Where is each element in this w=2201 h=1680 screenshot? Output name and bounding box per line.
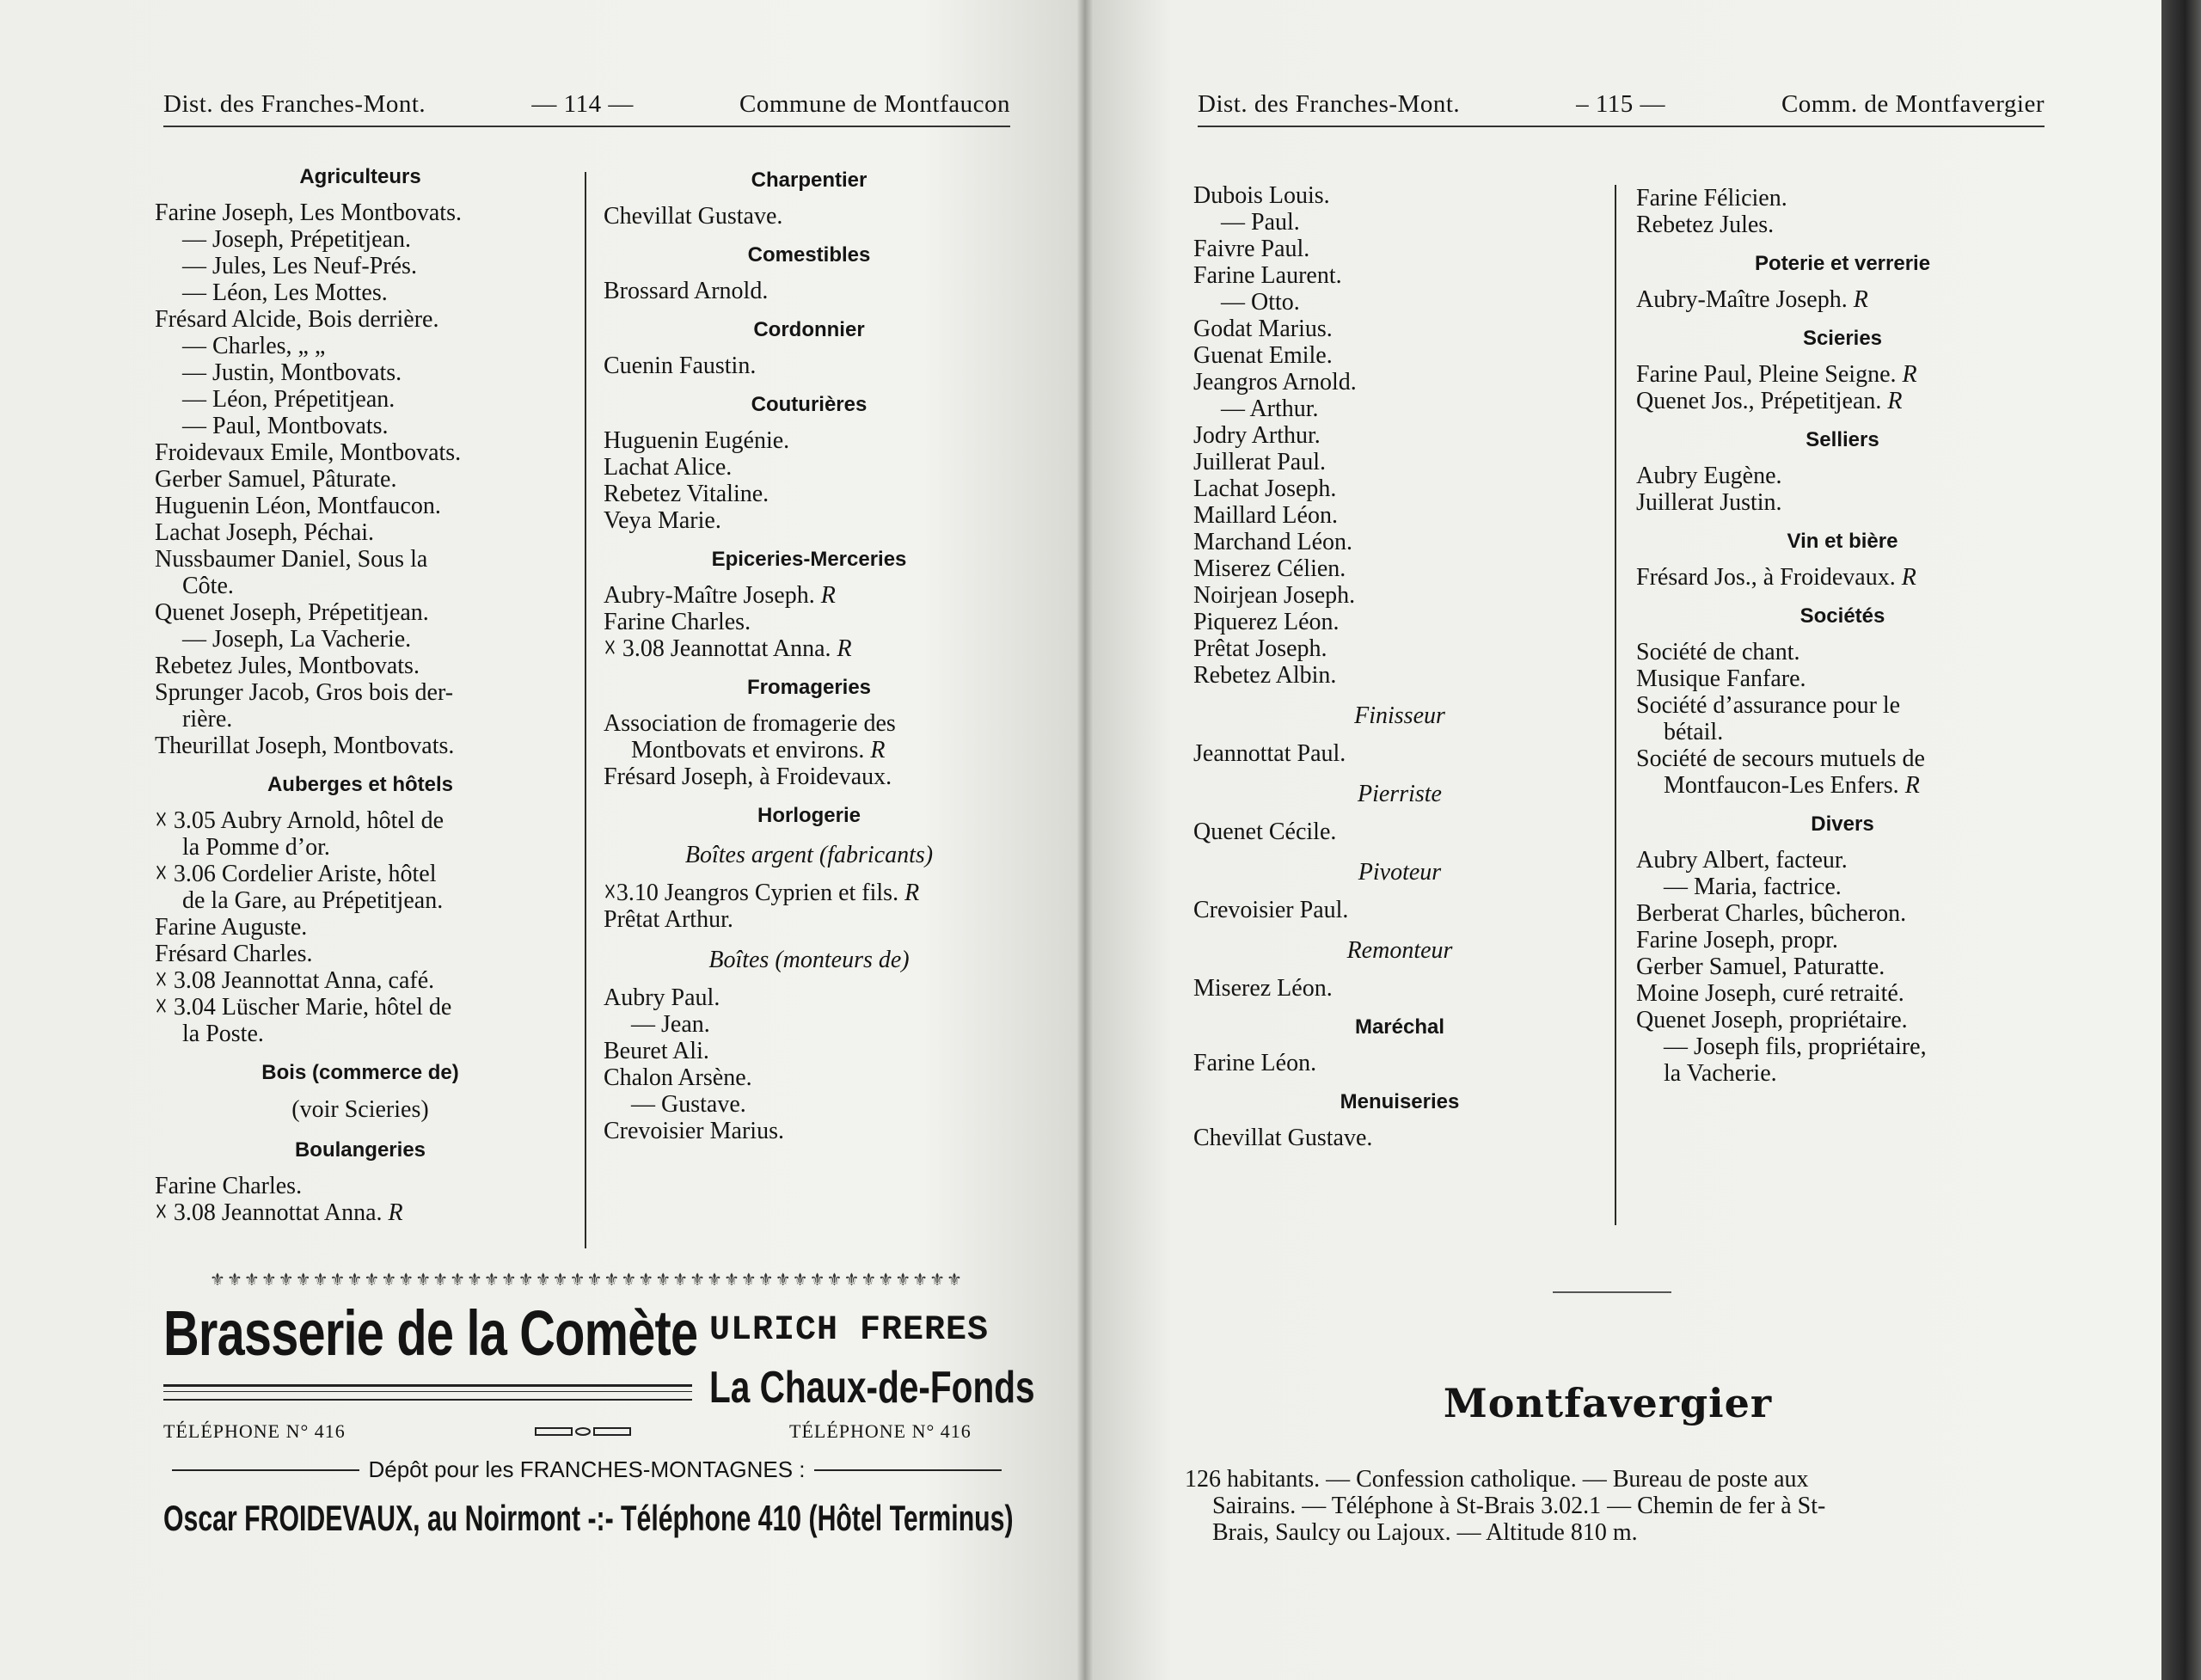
entry-text: Dubois Louis.: [1193, 182, 1330, 209]
entry-text: Rebetez Jules.: [1636, 212, 1775, 238]
entry-text: Frésard Charles.: [155, 941, 313, 967]
entry-text: Quenet Joseph, propriétaire.: [1636, 1007, 1908, 1033]
entry-text: la Poste.: [182, 1021, 264, 1047]
directory-entry: [155, 861, 566, 887]
entry-text: Godat Marius.: [1193, 316, 1333, 342]
advertisement-depot-text: Dépôt pour les FRANCHES-MONTAGNES :: [368, 1456, 806, 1482]
directory-entry: [1636, 1060, 2049, 1087]
directory-entry: [1193, 395, 1606, 422]
directory-entry: [1636, 361, 2049, 388]
subsection-heading: Finisseur: [1354, 702, 1445, 729]
entry-text: rière.: [182, 706, 233, 733]
entry-text: ☓3.10 Jeangros Cyprien et fils.: [604, 880, 899, 906]
running-head-left: [163, 83, 1010, 127]
directory-entry: [1193, 236, 1606, 262]
section-heading: Menuiseries: [1340, 1090, 1460, 1113]
advertisement-rules: [163, 1384, 692, 1401]
entry-text: Jeangros Arnold.: [1193, 369, 1357, 395]
entry-text: Piquerez Léon.: [1193, 609, 1340, 635]
entry-text: Gerber Samuel, Paturatte.: [1636, 953, 1885, 980]
directory-entry: [1636, 1007, 2049, 1033]
book-gutter: [1076, 0, 1094, 1680]
directory-entry: [1636, 980, 2049, 1007]
section-heading: Epiceries-Merceries: [711, 548, 907, 571]
advertisement-telephone-left: TÉLÉPHONE N° 416: [163, 1420, 346, 1442]
entry-text: Maillard Léon.: [1193, 502, 1338, 529]
directory-entry: [1636, 874, 2049, 900]
directory-entry: [604, 1011, 1015, 1038]
directory-entry: [604, 278, 1015, 304]
directory-entry: [1193, 449, 1606, 475]
directory-entry: [1193, 819, 1606, 845]
subsection-heading: Boîtes (monteurs de): [708, 947, 910, 973]
entry-text: — Paul, Montbovats.: [182, 413, 389, 439]
section-heading: Sociétés: [1799, 604, 1885, 628]
directory-entry: [1636, 1033, 2049, 1060]
directory-entry: [155, 807, 566, 834]
directory-entry: [1636, 564, 2049, 591]
entry-text: Moine Joseph, curé retraité.: [1636, 980, 1904, 1007]
section-heading: Horlogerie: [757, 804, 861, 827]
directory-entry: [155, 493, 566, 519]
section-separator: [1553, 1291, 1671, 1293]
entry-text: de la Gare, au Prépetitjean.: [182, 887, 444, 914]
directory-entry: [155, 653, 566, 679]
directory-entry: [1636, 692, 2049, 719]
entry-text: — Justin, Montbovats.: [182, 359, 402, 386]
directory-entry: [1193, 289, 1606, 316]
right-page-column-1: [1193, 182, 1606, 1151]
entry-text: Aubry Eugène.: [1636, 463, 1782, 489]
directory-entry: [155, 626, 566, 653]
directory-entry: [155, 279, 566, 306]
directory-entry: [1193, 475, 1606, 502]
rule: [814, 1469, 1002, 1471]
running-head-district: Dist. des Franches-Mont.: [163, 89, 426, 118]
section-heading: Charpentier: [751, 169, 868, 192]
entry-text: Rebetez Vitaline.: [604, 481, 769, 507]
directory-entry: [604, 1064, 1015, 1091]
directory-entry: [1193, 609, 1606, 635]
directory-entry: [1193, 182, 1606, 209]
entry-text: Farine Félicien.: [1636, 185, 1787, 212]
section-heading: Agriculteurs: [299, 165, 421, 188]
directory-entry: [155, 914, 566, 941]
entry-text: Noirjean Joseph.: [1193, 582, 1356, 609]
entry-text: Quenet Joseph, Prépetitjean.: [155, 599, 429, 626]
book-edge: [2161, 0, 2201, 1680]
entry-text: Farine Léon.: [1193, 1050, 1317, 1076]
registered-mark: R: [1887, 388, 1903, 414]
section-heading: Vin et bière: [1787, 530, 1898, 553]
entry-text: Aubry-Maître Joseph.: [604, 582, 815, 609]
entry-text: Huguenin Léon, Montfaucon.: [155, 493, 441, 519]
directory-entry: [1193, 582, 1606, 609]
directory-entry: [155, 333, 566, 359]
directory-entry: [604, 984, 1015, 1011]
entry-text: Quenet Jos., Prépetitjean.: [1636, 388, 1882, 414]
entry-text: Chalon Arsène.: [604, 1064, 752, 1091]
directory-entry: [604, 635, 1015, 662]
section-heading: Maréchal: [1354, 1015, 1445, 1039]
directory-entry: [604, 710, 1015, 737]
section-heading: Scieries: [1802, 327, 1883, 350]
entry-text: Farine Paul, Pleine Seigne.: [1636, 361, 1897, 388]
directory-entry: [1636, 719, 2049, 745]
directory-entry: [155, 439, 566, 466]
entry-text: — Joseph, La Vacherie.: [182, 626, 412, 653]
directory-entry: [155, 253, 566, 279]
directory-entry: [1193, 555, 1606, 582]
entry-text: Crevoisier Marius.: [604, 1118, 784, 1144]
directory-entry: [155, 733, 566, 759]
directory-entry: [1193, 529, 1606, 555]
entry-text: Marchand Léon.: [1193, 529, 1353, 555]
directory-entry: [155, 573, 566, 599]
advertisement-depot: [163, 1456, 1010, 1483]
entry-text: Brossard Arnold.: [604, 278, 769, 304]
directory-entry: [155, 599, 566, 626]
entry-text: Frésard Jos., à Froidevaux.: [1636, 564, 1896, 591]
section-heading: Comestibles: [747, 243, 871, 267]
directory-entry: [155, 941, 566, 967]
entry-text: ☓ 3.04 Lüscher Marie, hôtel de: [155, 994, 452, 1021]
directory-entry: [604, 906, 1015, 933]
town-description-line: Brais, Saulcy ou Lajoux. — Altitude 810 m.: [1212, 1519, 1638, 1546]
directory-entry: [1193, 975, 1606, 1002]
directory-entry: [155, 359, 566, 386]
entry-text: Société d’assurance pour le: [1636, 692, 1901, 719]
directory-entry: [604, 1091, 1015, 1118]
registered-mark: R: [1902, 361, 1917, 388]
entry-text: Theurillat Joseph, Montbovats.: [155, 733, 455, 759]
directory-entry: [1193, 316, 1606, 342]
entry-text: Société de secours mutuels de: [1636, 745, 1925, 772]
entry-text: Aubry Albert, facteur.: [1636, 847, 1848, 874]
directory-entry: [1193, 342, 1606, 369]
section-heading: Divers: [1811, 812, 1874, 836]
directory-entry: [155, 1199, 566, 1226]
rule: [172, 1469, 359, 1471]
entry-text: Rebetez Albin.: [1193, 662, 1337, 689]
registered-mark: R: [388, 1199, 403, 1226]
directory-entry: [604, 763, 1015, 790]
entry-text: Musique Fanfare.: [1636, 665, 1806, 692]
directory-entry: [1636, 212, 2049, 238]
entry-text: Frésard Joseph, à Froidevaux.: [604, 763, 892, 790]
directory-entry: [1636, 772, 2049, 799]
page-number: — 114 —: [531, 89, 634, 118]
entry-text: — Léon, Les Mottes.: [182, 279, 388, 306]
directory-entry: [1193, 635, 1606, 662]
entry-text: Guenat Emile.: [1193, 342, 1333, 369]
town-description-line: Sairains. — Téléphone à St-Brais 3.02.1 — Chemin de fer à St-: [1212, 1493, 1826, 1519]
entry-text: Miserez Léon.: [1193, 975, 1333, 1002]
directory-entry: [155, 994, 566, 1021]
entry-text: Jeannottat Paul.: [1193, 740, 1346, 767]
entry-text: — Charles, „ „: [182, 333, 326, 359]
directory-entry: [1636, 665, 2049, 692]
entry-text: Quenet Cécile.: [1193, 819, 1337, 845]
registered-mark: R: [1853, 286, 1868, 313]
entry-text: Berberat Charles, bûcheron.: [1636, 900, 1907, 927]
directory-entry: [1636, 900, 2049, 927]
entry-text: Chevillat Gustave.: [604, 203, 783, 230]
advertisement-footer: Oscar FROIDEVAUX, au Noirmont -:- Téléphone 410 (Hôtel Terminus): [163, 1498, 1014, 1538]
directory-entry: [1636, 927, 2049, 953]
entry-text: Faivre Paul.: [1193, 236, 1310, 262]
entry-text: ☓ 3.06 Cordelier Ariste, hôtel: [155, 861, 437, 887]
entry-text: Crevoisier Paul.: [1193, 897, 1349, 923]
town-title: Montfavergier: [1443, 1380, 1773, 1426]
entry-text: — Joseph fils, propriétaire,: [1664, 1033, 1927, 1060]
directory-entry: [155, 706, 566, 733]
directory-entry: [1193, 1125, 1606, 1151]
advertisement-brewery-name: Brasserie de la Comète: [163, 1297, 698, 1369]
entry-text: Jodry Arthur.: [1193, 422, 1321, 449]
directory-entry: [155, 306, 566, 333]
directory-entry: [1636, 489, 2049, 516]
entry-text: Association de fromagerie des: [604, 710, 896, 737]
directory-entry: [155, 519, 566, 546]
entry-text: — Léon, Prépetitjean.: [182, 386, 395, 413]
section-heading: Couturières: [751, 393, 868, 416]
directory-entry: [604, 203, 1015, 230]
registered-mark: R: [820, 582, 836, 609]
column-divider: [585, 172, 586, 1248]
directory-entry: [155, 226, 566, 253]
entry-text: — Arthur.: [1221, 395, 1319, 422]
directory-entry: [155, 466, 566, 493]
entry-text: Sprunger Jacob, Gros bois der-: [155, 679, 454, 706]
entry-text: Farine Charles.: [604, 609, 751, 635]
directory-entry: [1193, 662, 1606, 689]
entry-text: Veya Marie.: [604, 507, 721, 534]
subsection-heading: Boîtes argent (fabricants): [684, 842, 934, 868]
entry-text: Prêtat Joseph.: [1193, 635, 1327, 662]
advertisement-firm: ULRICH FRERES: [709, 1311, 990, 1350]
left-page-column-2: [604, 169, 1015, 1144]
entry-text: la Vacherie.: [1664, 1060, 1777, 1087]
directory-entry: [604, 582, 1015, 609]
directory-entry: [155, 967, 566, 994]
running-head-right: [1198, 83, 2045, 127]
entry-text: Farine Joseph, Les Montbovats.: [155, 199, 462, 226]
section-heading: Boulangeries: [294, 1138, 426, 1162]
entry-text: Société de chant.: [1636, 639, 1800, 665]
entry-text: Nussbaumer Daniel, Sous la: [155, 546, 428, 573]
entry-text: ☓ 3.05 Aubry Arnold, hôtel de: [155, 807, 444, 834]
directory-entry: [155, 199, 566, 226]
entry-text: Lachat Alice.: [604, 454, 733, 481]
entry-text: Aubry-Maître Joseph.: [1636, 286, 1848, 313]
directory-entry: [604, 737, 1015, 763]
directory-entry: [604, 1038, 1015, 1064]
page-number: – 115 —: [1576, 89, 1666, 118]
entry-text: Lachat Joseph.: [1193, 475, 1337, 502]
directory-entry: [604, 1118, 1015, 1144]
directory-entry: [604, 454, 1015, 481]
entry-text: Côte.: [182, 573, 234, 599]
advertisement-city: La Chaux-de-Fonds: [709, 1363, 1035, 1413]
directory-entry: [1636, 639, 2049, 665]
column-divider: [1615, 185, 1616, 1225]
directory-entry: [155, 386, 566, 413]
running-head-district: Dist. des Franches-Mont.: [1198, 89, 1461, 118]
right-page-column-2: [1636, 185, 2049, 1087]
entry-text: — Maria, factrice.: [1664, 874, 1842, 900]
directory-entry: [1636, 388, 2049, 414]
directory-entry: [155, 679, 566, 706]
section-heading: Cordonnier: [753, 318, 865, 341]
running-head-commune: Commune de Montfaucon: [739, 89, 1010, 118]
directory-entry: [1193, 740, 1606, 767]
entry-text: Montbovats et environs.: [631, 737, 865, 763]
advertisement-ornament-icon: [535, 1426, 631, 1437]
entry-text: — Gustave.: [631, 1091, 746, 1118]
directory-entry: [604, 427, 1015, 454]
entry-text: Miserez Célien.: [1193, 555, 1346, 582]
directory-entry: [1193, 502, 1606, 529]
entry-text: Farine Joseph, propr.: [1636, 927, 1838, 953]
section-heading: Fromageries: [746, 676, 872, 699]
entry-text: Frésard Alcide, Bois derrière.: [155, 306, 439, 333]
directory-entry: [155, 546, 566, 573]
directory-entry: [1193, 1050, 1606, 1076]
directory-entry: [604, 880, 1015, 906]
subsection-heading: Pierriste: [1358, 781, 1442, 807]
section-heading: Bois (commerce de): [261, 1061, 459, 1084]
registered-mark: R: [1904, 772, 1920, 799]
entry-text: ☓ 3.08 Jeannottat Anna.: [155, 1199, 383, 1226]
entry-text: Chevillat Gustave.: [1193, 1125, 1373, 1151]
entry-text: Farine Auguste.: [155, 914, 308, 941]
ornament-border: ⚜⚜⚜⚜⚜⚜⚜⚜⚜⚜⚜⚜⚜⚜⚜⚜⚜⚜⚜⚜⚜⚜⚜⚜⚜⚜⚜⚜⚜⚜⚜⚜⚜⚜⚜⚜⚜⚜⚜⚜⚜⚜⚜⚜: [210, 1271, 964, 1290]
directory-entry: [604, 353, 1015, 379]
registered-mark: R: [837, 635, 852, 662]
entry-text: Juillerat Justin.: [1636, 489, 1782, 516]
advertisement-telephone-right: TÉLÉPHONE N° 416: [789, 1420, 972, 1442]
running-head-commune: Comm. de Montfavergier: [1781, 89, 2045, 118]
entry-text: — Joseph, Prépetitjean.: [182, 226, 411, 253]
entry-text: Gerber Samuel, Pâturate.: [155, 466, 397, 493]
section-heading: Auberges et hôtels: [267, 773, 454, 796]
directory-entry: [1636, 953, 2049, 980]
entry-text: Farine Laurent.: [1193, 262, 1342, 289]
directory-entry: [1636, 847, 2049, 874]
directory-entry: [155, 887, 566, 914]
entry-text: — Jules, Les Neuf-Prés.: [182, 253, 417, 279]
cross-reference: (voir Scieries): [291, 1096, 429, 1123]
directory-entry: [604, 507, 1015, 534]
section-heading: Poterie et verrerie: [1754, 252, 1931, 275]
directory-entry: [1193, 262, 1606, 289]
entry-text: Aubry Paul.: [604, 984, 720, 1011]
entry-text: Huguenin Eugénie.: [604, 427, 790, 454]
directory-entry: [1636, 463, 2049, 489]
directory-entry: [155, 834, 566, 861]
directory-entry: [1193, 897, 1606, 923]
entry-text: Farine Charles.: [155, 1173, 303, 1199]
entry-text: ☓ 3.08 Jeannottat Anna.: [604, 635, 831, 662]
directory-entry: [155, 413, 566, 439]
directory-entry: [155, 1173, 566, 1199]
entry-text: Montfaucon-Les Enfers.: [1664, 772, 1899, 799]
directory-entry: [155, 1021, 566, 1047]
directory-entry: [604, 481, 1015, 507]
left-page-column-1: [155, 165, 566, 1226]
town-description: [1185, 1466, 2045, 1546]
entry-text: Juillerat Paul.: [1193, 449, 1326, 475]
directory-entry: [1193, 369, 1606, 395]
directory-entry: [1193, 422, 1606, 449]
directory-entry: [604, 609, 1015, 635]
town-description-line: 126 habitants. — Confession catholique. — Bureau de poste aux: [1185, 1466, 1809, 1493]
entry-text: — Otto.: [1221, 289, 1300, 316]
directory-entry: [1636, 286, 2049, 313]
entry-text: Rebetez Jules, Montbovats.: [155, 653, 420, 679]
section-heading: Selliers: [1806, 428, 1879, 451]
registered-mark: R: [1901, 564, 1916, 591]
entry-text: Beuret Ali.: [604, 1038, 709, 1064]
registered-mark: R: [904, 880, 920, 906]
subsection-heading: Pivoteur: [1358, 859, 1442, 886]
entry-text: Froidevaux Emile, Montbovats.: [155, 439, 462, 466]
subsection-heading: Remonteur: [1346, 937, 1453, 964]
entry-text: ☓ 3.08 Jeannottat Anna, café.: [155, 967, 435, 994]
entry-text: bétail.: [1664, 719, 1724, 745]
entry-text: la Pomme d’or.: [182, 834, 330, 861]
directory-entry: [1636, 185, 2049, 212]
entry-text: Prêtat Arthur.: [604, 906, 733, 933]
directory-entry: [1636, 745, 2049, 772]
entry-text: — Jean.: [631, 1011, 710, 1038]
entry-text: — Paul.: [1221, 209, 1300, 236]
directory-entry: [1193, 209, 1606, 236]
registered-mark: R: [870, 737, 886, 763]
entry-text: Cuenin Faustin.: [604, 353, 757, 379]
entry-text: Lachat Joseph, Péchai.: [155, 519, 375, 546]
